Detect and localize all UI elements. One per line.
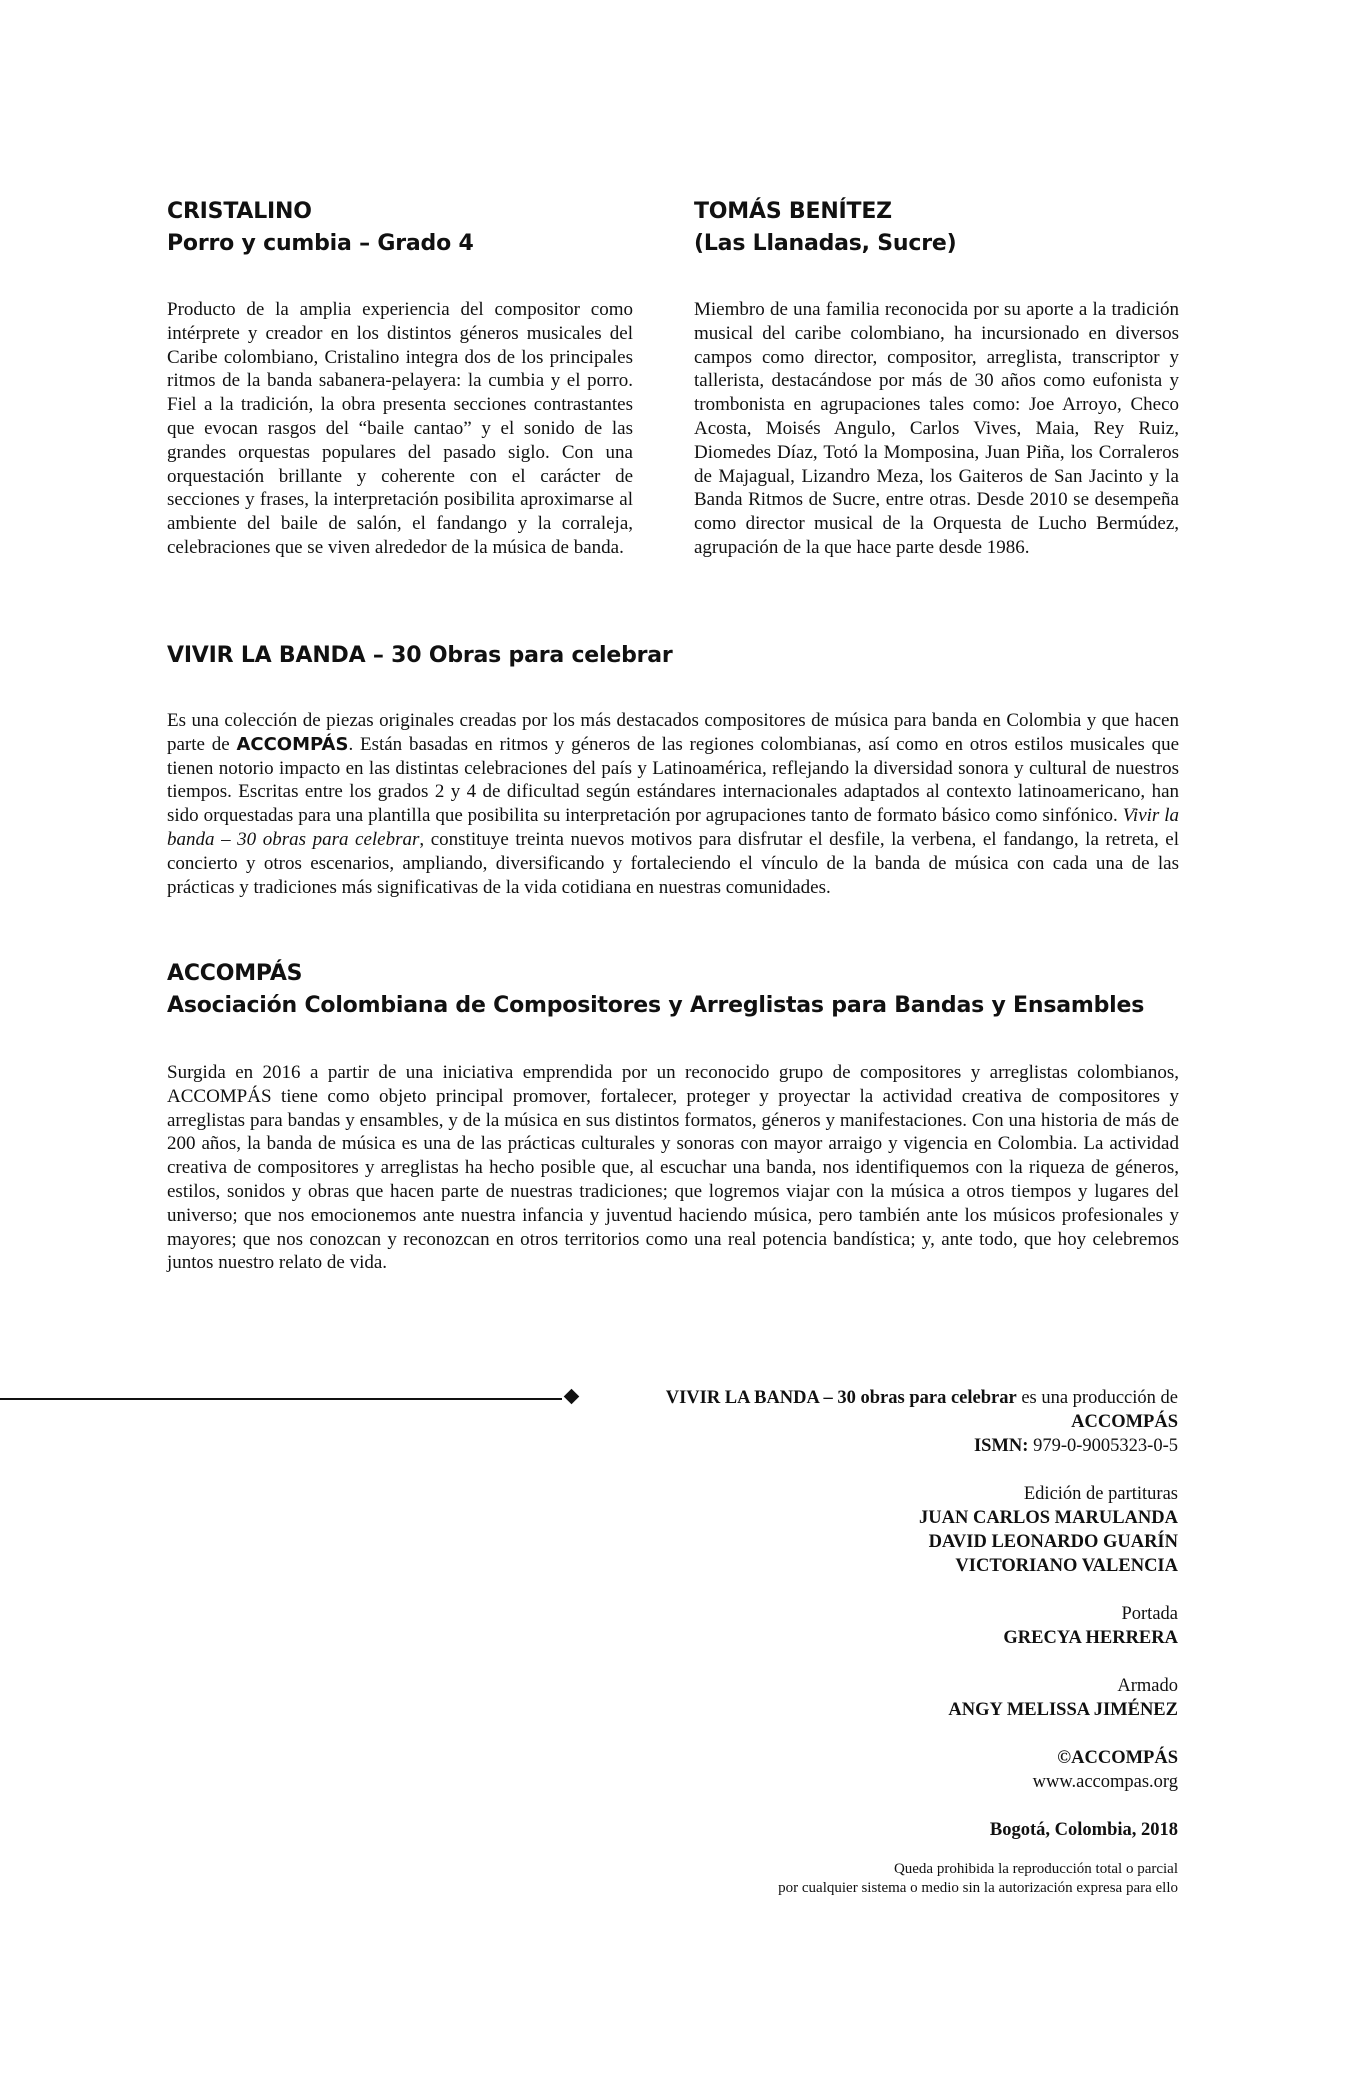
editor-name: JUAN CARLOS MARULANDA xyxy=(919,1508,1178,1528)
rights-notice-1: Queda prohibida la reproducción total o parcial xyxy=(893,1861,1178,1877)
collection-text-italic: Vivir la banda – 30 obras para celebrar xyxy=(167,805,1179,850)
association-section xyxy=(167,958,1179,1275)
association-subtitle: Asociación Colombiana de Compositores y Arreglistas para Bandas y Ensambles xyxy=(167,993,1145,1018)
copyright-notice: ©ACCOMPÁS xyxy=(1057,1748,1178,1768)
composer-name: TOMÁS BENÍTEZ xyxy=(694,199,892,224)
composer-origin: (Las Llanadas, Sucre) xyxy=(694,231,957,256)
producer-name: ACCOMPÁS xyxy=(1071,1412,1178,1432)
editor-name: VICTORIANO VALENCIA xyxy=(955,1556,1178,1576)
collection-text-1: Es una colección de piezas originales creadas por los más destacados compositores de música para banda en Colombia y que hacen parte de xyxy=(167,710,1179,755)
association-description: Surgida en 2016 a partir de una iniciativa emprendida por un reconocido grupo de compositores y arreglistas colombianos, ACCOMPÁS tiene como objeto principal promover, fortalecer, proteger y proyectar la actividad creativa de compositores y arreglistas para bandas y ensambles, y de la música en sus distintos formatos, géneros y manifestaciones. Con una historia de más de 200 años, la banda de música es una de las prácticas culturales y sonoras con mayor arraigo y vigencia en Colombia. La actividad creativa de compositores y arreglistas ha hecho posible que, al escuchar una banda, nos identifiquemos con la riqueza de géneros, estilos, sonidos y obras que hacen parte de nuestras tradiciones; que logremos viajar con la música a otros tiempos y lugares del universo; que nos emocionemos ante nuestra infancia y juventud haciendo música, pero también ante los músicos profesionales y mayores; que nos conozcan y reconozcan en otros territorios como una real potencia bandística; y, ante todo, que hoy celebremos juntos nuestro relato de vida. xyxy=(167,1062,1179,1274)
collection-text-3: , constituye treinta nuevos motivos para disfrutar el desfile, la verbena, el fandango, la retreta, el concierto y otros escenarios, ampliando, diversificando y fortaleciendo el vínculo de la banda de música con cada una de las prácticas y tradiciones más significativas de la vida cotidiana en nuestras comunidades. xyxy=(167,828,1179,898)
collection-title: VIVIR LA BANDA – 30 Obras para celebrar xyxy=(167,643,673,668)
layout-artist: ANGY MELISSA JIMÉNEZ xyxy=(948,1700,1178,1720)
production-line xyxy=(478,1386,1178,1410)
ismn-line xyxy=(478,1434,1178,1458)
composer-column xyxy=(694,196,1179,560)
cristalino-description: Producto de la amplia experiencia del compositor como intérprete y creador en los distintos géneros musicales del Caribe colombiano, Cristalino integra dos de los principales ritmos de la banda sabanera-pelayera: la cumbia y el porro. Fiel a la tradición, la obra presenta secciones contrastantes que evocan rasgos del “baile cantao” y el sonido de las grandes orquestas populares del pasado siglo. Con una orquestación brillante y coherente con el carácter de secciones y frases, la interpretación posibilita aproximarse al ambiente del baile de salón, el fandango y la corraleja, celebraciones que se viven alrededor de la música de banda. xyxy=(167,299,633,558)
association-title: ACCOMPÁS xyxy=(167,961,303,986)
production-title: VIVIR LA BANDA – 30 obras para celebrar xyxy=(665,1388,1017,1408)
credits-block xyxy=(478,1386,1178,1898)
cover-label: Portada xyxy=(1121,1604,1178,1624)
editor-name: DAVID LEONARDO GUARÍN xyxy=(928,1532,1178,1552)
collection-text-bold: ACCOMPÁS xyxy=(236,733,349,755)
composer-biography: Miembro de una familia reconocida por su aporte a la tradición musical del caribe colombiano, ha incursionado en diversos campos como director, compositor, arreglista, transcriptor y tallerista, destacándose por más de 30 años como eufonista y trombonista en agrupaciones tales como: Joe Arroyo, Checo Acosta, Moisés Angulo, Carlos Vives, Maia, Rey Ruiz, Diomedes Díaz, Totó la Momposina, Juan Piña, los Corraleros de Majagual, Lizandro Meza, los Gaiteros de San Jacinto y la Banda Ritmos de Sucre, entre otras. Desde 2010 se desempeña como director musical de la Orquesta de Lucho Bermúdez, agrupación de la que hace parte desde 1986. xyxy=(694,299,1179,558)
collection-section xyxy=(167,640,1179,899)
cristalino-subtitle: Porro y cumbia – Grado 4 xyxy=(167,231,474,256)
cristalino-title: CRISTALINO xyxy=(167,199,312,224)
collection-description xyxy=(167,709,1179,899)
ismn-label: ISMN: xyxy=(973,1436,1029,1456)
edition-label: Edición de partituras xyxy=(1023,1484,1178,1504)
website-link[interactable]: www.accompas.org xyxy=(1032,1772,1178,1792)
cristalino-column xyxy=(167,196,633,560)
collection-text-2: . Están basadas en ritmos y géneros de las regiones colombianas, así como en otros estilos musicales que tienen notorio impacto en las distintas celebraciones del país y Latinoamérica, reflejando la diversidad sonora y cultural de nuestros tiempos. Escritas entre los grados 2 y 4 de dificultad según estándares internacionales adaptados al contexto latinoamericano, han sido orquestadas para una plantilla que posibilita su interpretación por agrupaciones tanto de formato básico como sinfónico. xyxy=(167,733,1180,827)
cover-artist: GRECYA HERRERA xyxy=(1003,1628,1178,1648)
ismn-value: 979-0-9005323-0-5 xyxy=(1028,1436,1178,1456)
layout-label: Armado xyxy=(1117,1676,1178,1696)
rights-notice-2: por cualquier sistema o medio sin la autorización expresa para ello xyxy=(778,1880,1178,1896)
production-text: es una producción de xyxy=(1016,1388,1178,1408)
place-date: Bogotá, Colombia, 2018 xyxy=(989,1820,1178,1840)
